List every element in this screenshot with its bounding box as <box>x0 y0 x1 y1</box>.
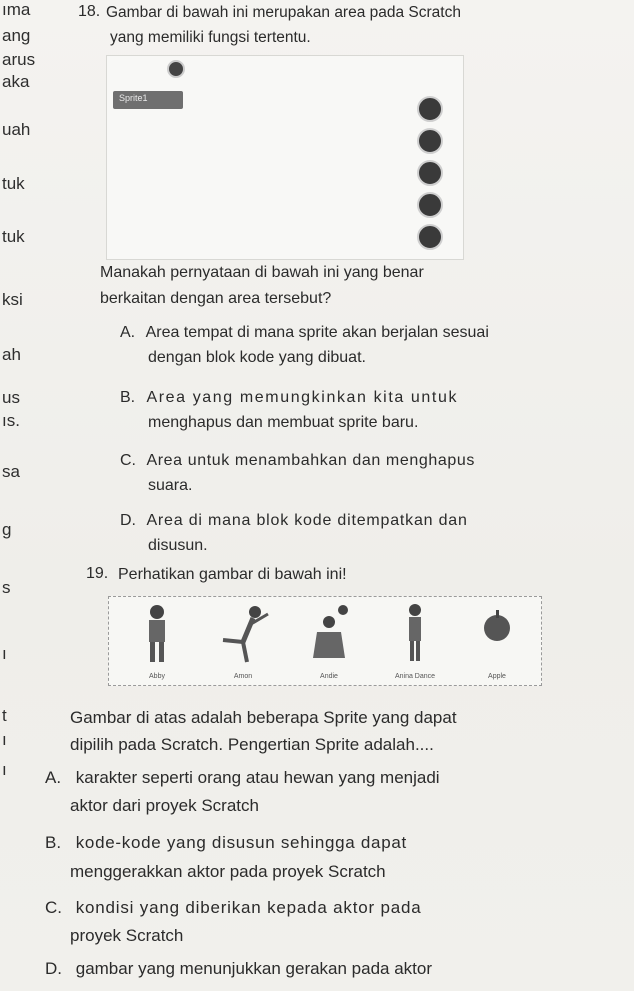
search-icon <box>417 192 443 218</box>
q18-option-a[interactable] <box>120 320 620 345</box>
q19-option-a[interactable] <box>45 763 630 793</box>
fragment: ı <box>2 644 7 663</box>
q19-option-b-cont: menggerakkan aktor pada proyek Scratch <box>70 862 386 881</box>
option-line1: kode-kode yang disusun sehingga dapat <box>75 833 407 852</box>
option-letter: C. <box>45 898 62 917</box>
fragment: tuk <box>2 227 25 246</box>
sprite-andie <box>289 602 369 682</box>
q19-option-c[interactable] <box>45 893 630 923</box>
q18-option-b[interactable] <box>120 385 630 410</box>
person-icon <box>137 602 177 664</box>
fragment: ang <box>2 26 31 45</box>
q19-number: 19. <box>86 565 109 582</box>
option-line1: Area tempat di mana sprite akan berjalan sesuai <box>145 324 489 341</box>
stage-sprite-label: Sprite1 <box>113 91 183 109</box>
sprite-thumbnail-icon <box>167 60 185 78</box>
sprite-amon <box>203 602 283 682</box>
q18-option-d-cont: disusun. <box>148 537 208 554</box>
option-line1: gambar yang menunjukkan gerakan pada aktor <box>75 959 433 978</box>
fragment: tuk <box>2 174 25 193</box>
fragment: sa <box>2 462 20 481</box>
q18-option-c[interactable] <box>120 448 630 473</box>
q19-option-d[interactable] <box>45 954 630 984</box>
option-letter: B. <box>120 389 136 406</box>
sprite-abby <box>117 602 197 682</box>
q18-option-c-cont: suara. <box>148 477 193 494</box>
scratch-stage-image <box>106 55 464 260</box>
q18-question-line1: Manakah pernyataan di bawah ini yang benar <box>100 264 424 281</box>
fragment: ıs. <box>2 411 20 430</box>
option-line1: Area yang memungkinkan kita untuk <box>146 389 459 406</box>
sprite-name: Apple <box>488 673 506 680</box>
fragment: arus <box>2 50 36 69</box>
option-letter: C. <box>120 452 136 469</box>
q18-text-line2: yang memiliki fungsi tertentu. <box>110 29 311 46</box>
q19-text-line1: Gambar di atas adalah beberapa Sprite yang dapat <box>70 708 457 727</box>
dancer-icon <box>213 602 273 664</box>
fragment: s <box>2 578 11 597</box>
fragment: aka <box>2 72 30 91</box>
option-line1: karakter seperti orang atau hewan yang menjadi <box>75 768 440 787</box>
option-line1: kondisi yang diberikan kepada aktor pada <box>75 898 422 917</box>
sprite-gallery-image <box>108 596 542 686</box>
choose-sprite-icon <box>417 224 443 250</box>
sprite-name: Abby <box>149 673 165 680</box>
q19-intro: Perhatikan gambar di bawah ini! <box>118 566 347 583</box>
q19-option-b[interactable] <box>45 828 630 858</box>
option-letter: B. <box>45 833 62 852</box>
fragment: g <box>2 520 12 539</box>
q19-text-line2: dipilih pada Scratch. Pengertian Sprite adalah.... <box>70 735 434 754</box>
upload-icon <box>417 128 443 154</box>
fragment: ksi <box>2 290 23 309</box>
option-letter: A. <box>120 324 136 341</box>
stage-control-icons <box>417 96 445 256</box>
q19-option-a-cont: aktor dari proyek Scratch <box>70 796 259 815</box>
q18-option-a-cont: dengan blok kode yang dibuat. <box>148 349 366 366</box>
sprite-name: Andie <box>320 673 338 680</box>
sprite-apple <box>457 602 537 682</box>
fragment: uah <box>2 120 31 139</box>
option-letter: A. <box>45 768 62 787</box>
paint-icon <box>417 96 443 122</box>
q18-option-d[interactable] <box>120 508 630 533</box>
sprite-anina-dance <box>375 602 455 682</box>
q18-number: 18. <box>78 3 101 20</box>
fragment: ah <box>2 345 21 364</box>
option-letter: D. <box>45 959 62 978</box>
fragment: ı <box>2 760 7 779</box>
apple-icon <box>477 602 517 664</box>
fragment: us <box>2 388 20 407</box>
option-line1: Area di mana blok kode ditempatkan dan <box>146 512 468 529</box>
q18-text-line1: Gambar di bawah ini merupakan area pada Scratch <box>106 4 461 21</box>
fragment: t <box>2 706 7 725</box>
surprise-icon <box>417 160 443 186</box>
option-line1: Area untuk menambahkan dan menghapus <box>146 452 475 469</box>
fragment: ıma <box>2 0 31 19</box>
fragment: ı <box>2 730 7 749</box>
dancer-girl-icon <box>395 602 435 664</box>
q18-option-b-cont: menghapus dan membuat sprite baru. <box>148 414 419 431</box>
option-letter: D. <box>120 512 136 529</box>
q18-question-line2: berkaitan dengan area tersebut? <box>100 290 332 307</box>
q19-option-c-cont: proyek Scratch <box>70 926 184 945</box>
sprite-name: Amon <box>233 673 253 680</box>
sprite-name: Anina Dance <box>394 673 436 680</box>
basketball-player-icon <box>299 602 359 664</box>
